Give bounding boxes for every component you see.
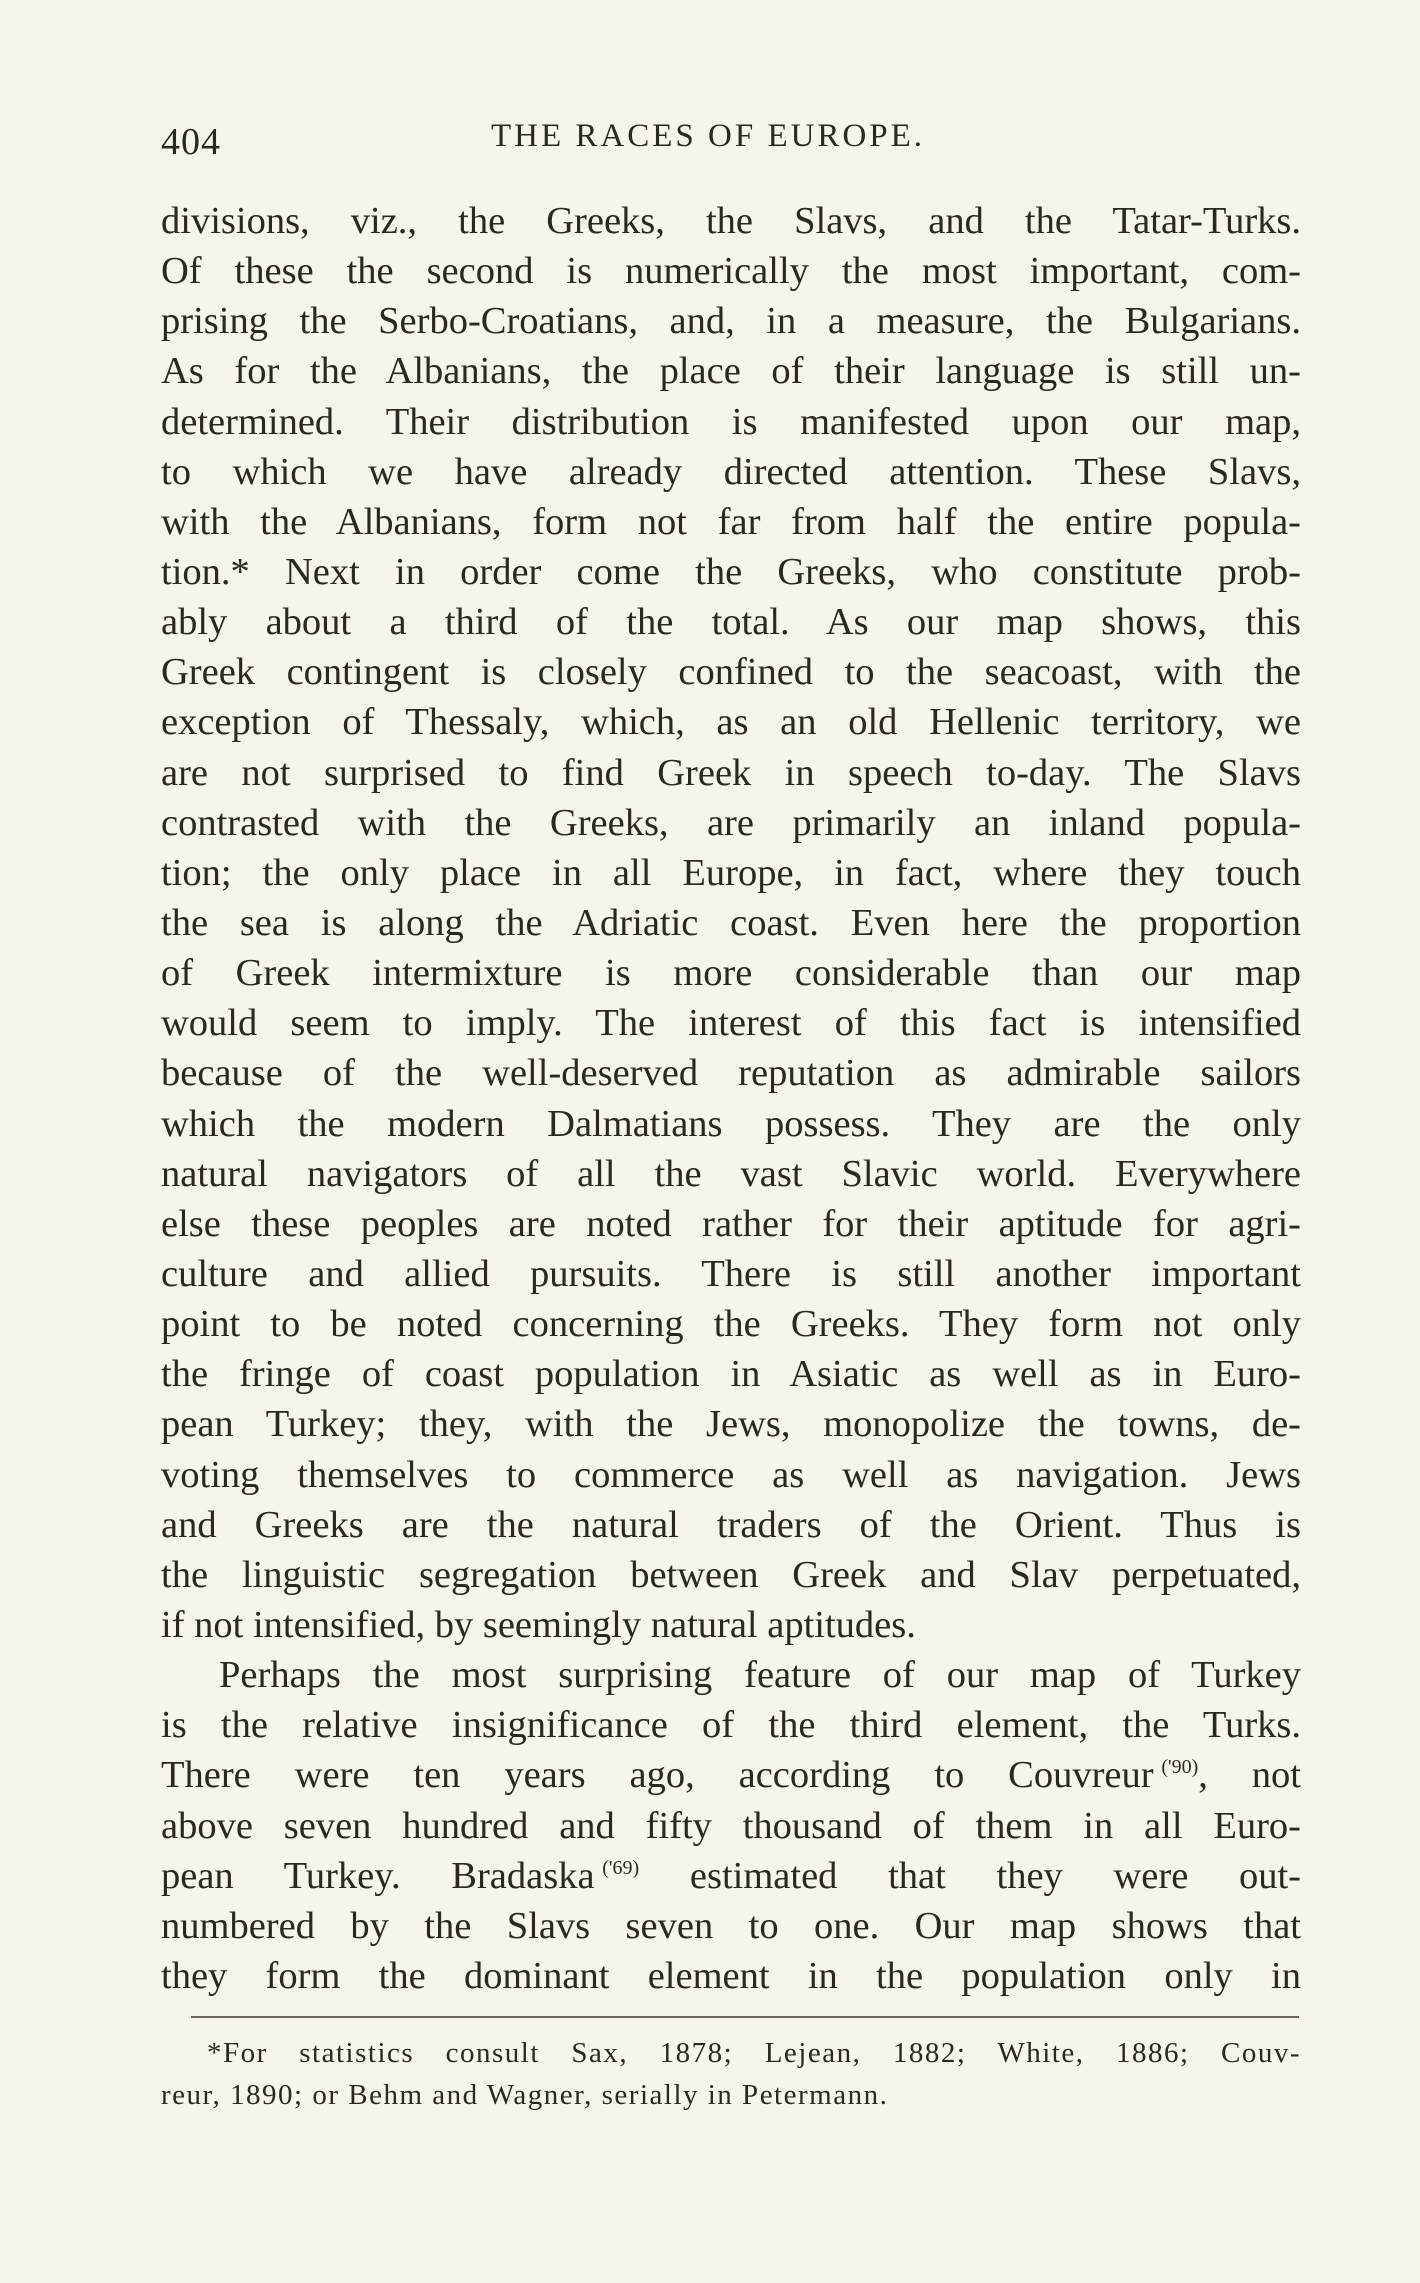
text-line: As for the Albanians, the place of their language is still un-	[161, 350, 1301, 393]
text-line: is the relative insignificance of the third element, the Turks.	[161, 1704, 1301, 1747]
citation-ref-69: ('69)	[602, 1856, 640, 1879]
text-line: voting themselves to commerce as well as navigation. Jews	[161, 1453, 1301, 1496]
text-line: point to be noted concerning the Greeks. They form not only	[161, 1303, 1301, 1346]
text-line: above seven hundred and fifty thousand of them in all Euro-	[161, 1804, 1301, 1847]
text-line: and Greeks are the natural traders of the Orient. Thus is	[161, 1503, 1301, 1546]
text-line: are not surprised to find Greek in speech to-day. The Slavs	[161, 751, 1301, 794]
text-segment: , not	[1198, 1754, 1301, 1797]
paragraph-start-line: Perhaps the most surprising feature of our map of Turkey	[219, 1654, 1301, 1697]
footnote-line: reur, 1890; or Behm and Wagner, serially in Petermann.	[161, 2079, 889, 2111]
text-line: the linguistic segregation between Greek and Slav perpetuated,	[161, 1553, 1301, 1596]
text-line: the sea is along the Adriatic coast. Even here the proportion	[161, 901, 1301, 944]
text-line: determined. Their distribution is manifested upon our map,	[161, 400, 1301, 443]
citation-ref-90: ('90)	[1161, 1756, 1199, 1779]
text-segment: pean Turkey. Bradaska	[161, 1854, 595, 1897]
page-header	[161, 110, 1301, 166]
text-line: natural navigators of all the vast Slavic world. Everywhere	[161, 1152, 1301, 1195]
page-number: 404	[161, 121, 221, 163]
footnote-divider	[191, 2016, 1299, 2018]
footnote-line: *For statistics consult Sax, 1878; Lejean, 1882; White, 1886; Couv-	[207, 2037, 1301, 2069]
text-line: tion.* Next in order come the Greeks, who constitute prob-	[161, 550, 1301, 593]
text-line: would seem to imply. The interest of this fact is intensified	[161, 1002, 1301, 1045]
text-line: else these peoples are noted rather for their aptitude for agri-	[161, 1202, 1301, 1245]
text-line: because of the well-deserved reputation as admirable sailors	[161, 1052, 1301, 1095]
paragraph-end-line: if not intensified, by seemingly natural aptitudes.	[161, 1603, 916, 1646]
text-line: of Greek intermixture is more considerable than our map	[161, 952, 1301, 995]
text-line: to which we have already directed attention. These Slavs,	[161, 450, 1301, 493]
text-line: divisions, viz., the Greeks, the Slavs, and the Tatar-Turks.	[161, 200, 1301, 242]
text-line: tion; the only place in all Europe, in fact, where they touch	[161, 851, 1301, 894]
text-segment: estimated that they were out-	[639, 1854, 1301, 1897]
text-line: Greek contingent is closely confined to the seacoast, with the	[161, 651, 1301, 694]
text-line: ably about a third of the total. As our map shows, this	[161, 601, 1301, 644]
text-line: numbered by the Slavs seven to one. Our map shows that	[161, 1904, 1301, 1947]
text-line: Of these the second is numerically the most important, com-	[161, 250, 1301, 293]
text-line: contrasted with the Greeks, are primarily an inland popula-	[161, 801, 1301, 844]
text-line: which the modern Dalmatians possess. They are the only	[161, 1102, 1301, 1145]
body-text	[161, 196, 1301, 2001]
text-line: culture and allied pursuits. There is still another important	[161, 1252, 1301, 1295]
text-line: they form the dominant element in the population only in	[161, 1954, 1301, 1997]
text-line: prising the Serbo-Croatians, and, in a measure, the Bulgarians.	[161, 300, 1301, 343]
text-line: exception of Thessaly, which, as an old Hellenic territory, we	[161, 701, 1301, 744]
text-line-with-citation	[161, 1750, 1301, 1800]
footnote	[161, 2032, 1301, 2116]
text-line-with-citation	[161, 1851, 1301, 1901]
running-title: THE RACES OF EUROPE.	[491, 118, 926, 154]
text-segment: There were ten years ago, according to Couvreur	[161, 1754, 1154, 1797]
text-line: pean Turkey; they, with the Jews, monopolize the towns, de-	[161, 1403, 1301, 1446]
text-line: with the Albanians, form not far from half the entire popula-	[161, 500, 1301, 543]
text-line: the fringe of coast population in Asiatic as well as in Euro-	[161, 1353, 1301, 1396]
